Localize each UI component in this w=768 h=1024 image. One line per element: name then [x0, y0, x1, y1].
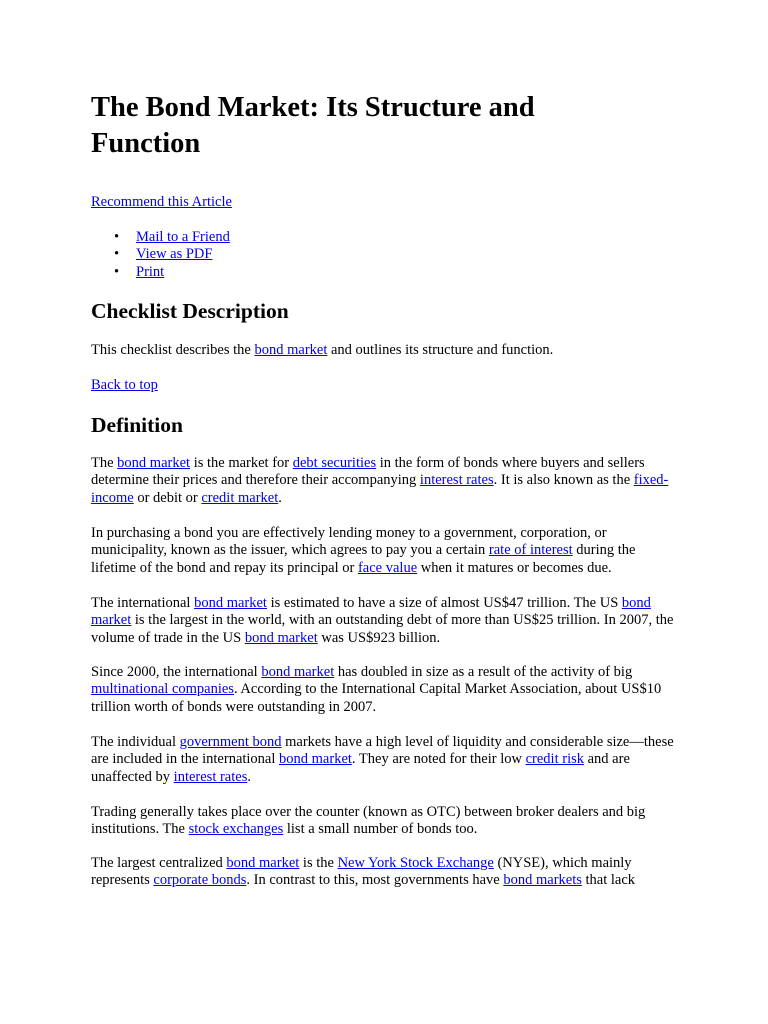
bullet-icon: • — [114, 263, 120, 280]
government-bond-link[interactable]: government bond — [179, 734, 282, 750]
text-run: is the largest in the world, with an outstanding debt of more than US$25 trillion. In 2007, the volume of trade in the US — [91, 612, 674, 646]
text-run: . It is also known as the — [493, 472, 634, 489]
face-value-link[interactable]: face value — [357, 559, 418, 576]
definition-paragraph-7 — [91, 855, 681, 890]
text-run: This checklist describes the — [91, 342, 255, 358]
text-run: . They are noted for their low — [351, 751, 526, 768]
share-links-list — [91, 229, 230, 281]
bond-market-link[interactable]: bond market — [117, 455, 191, 471]
view-as-pdf-link[interactable]: View as PDF — [136, 246, 213, 263]
page-title: The Bond Market: Its Structure and Function — [91, 92, 535, 159]
bond-markets-link[interactable]: bond markets — [503, 872, 582, 889]
text-run: The individual — [91, 734, 180, 750]
definition-heading: Definition — [91, 413, 183, 437]
bond-market-link[interactable]: bond market — [279, 751, 352, 768]
text-run: markets have a high level of liquidity and considerable size—these are included in the international — [91, 734, 674, 768]
definition-paragraph-5 — [91, 734, 681, 786]
text-run: . — [278, 489, 282, 506]
bullet-icon: • — [114, 246, 120, 263]
definition-paragraph-2 — [91, 525, 681, 577]
text-run: . — [247, 768, 251, 785]
definition-paragraph-6 — [91, 804, 681, 839]
recommend-line — [91, 194, 681, 211]
text-run: In purchasing a bond you are effectively lending money to a government, corporation, or municipality, known as the issuer, which agrees to pay you a certain — [91, 525, 607, 559]
text-run: Since 2000, the international — [91, 664, 262, 680]
text-run: The largest centralized — [91, 855, 227, 871]
text-run: The — [91, 455, 118, 471]
text-run: in the form of bonds where buyers and sellers determine their prices and therefore their accompanying — [91, 455, 645, 489]
nyse-link[interactable]: New York Stock Exchange — [337, 855, 494, 871]
text-run: Trading generally takes place over the counter (known as OTC) between broker dealers and big institutions. The — [91, 804, 646, 838]
recommend-article-link[interactable]: Recommend this Article — [91, 194, 232, 210]
bond-market-link[interactable]: bond market — [226, 855, 300, 871]
text-run: is the market for — [190, 455, 293, 471]
text-run: The international — [91, 595, 195, 611]
list-item — [91, 229, 230, 246]
mail-to-friend-link[interactable]: Mail to a Friend — [136, 229, 230, 245]
text-run: and outlines its structure and function. — [327, 342, 554, 358]
text-run: . According to the International Capital Market Association, about US$10 trillion worth of bonds were outstanding in 2007. — [91, 681, 662, 715]
checklist-paragraph — [91, 342, 681, 359]
text-run: is the — [299, 855, 338, 871]
back-to-top-line — [91, 377, 681, 394]
bond-market-link[interactable]: bond market — [194, 595, 267, 611]
bond-market-link[interactable]: bond market — [244, 629, 318, 646]
list-item — [91, 246, 230, 263]
print-link[interactable]: Print — [136, 263, 165, 280]
bond-market-link[interactable]: bond market — [254, 342, 328, 358]
back-to-top-link[interactable]: Back to top — [91, 377, 158, 393]
text-run: during the lifetime of the bond and repay its principal or — [91, 542, 636, 576]
multinational-companies-link[interactable]: multinational companies — [91, 681, 234, 698]
bond-market-link[interactable]: bond market — [91, 595, 651, 629]
text-run: has doubled in size as a result of the activity of big — [334, 664, 633, 680]
text-run: . In contrast to this, most governments have — [246, 872, 504, 889]
interest-rates-link[interactable]: interest rates — [173, 768, 248, 785]
checklist-heading: Checklist Description — [91, 299, 289, 323]
debt-securities-link[interactable]: debt securities — [292, 455, 377, 471]
text-run: that lack — [581, 872, 636, 889]
definition-paragraph-3 — [91, 595, 681, 647]
text-run: (NYSE), which mainly represents — [91, 855, 632, 889]
fixed-income-link[interactable]: fixed-income — [91, 472, 669, 506]
bullet-icon: • — [114, 229, 120, 245]
credit-market-link[interactable]: credit market — [201, 489, 279, 506]
text-run: when it matures or becomes due. — [417, 559, 612, 576]
list-item — [91, 264, 230, 281]
rate-of-interest-link[interactable]: rate of interest — [488, 542, 573, 559]
corporate-bonds-link[interactable]: corporate bonds — [153, 872, 247, 889]
interest-rates-link[interactable]: interest rates — [419, 472, 494, 489]
text-run: is estimated to have a size of almost US$47 trillion. The US — [266, 595, 622, 611]
definition-paragraph-1 — [91, 455, 681, 507]
text-run: or debit or — [133, 489, 202, 506]
text-run: was US$923 billion. — [317, 629, 441, 646]
text-run: and are unaffected by — [91, 751, 630, 785]
bond-market-link[interactable]: bond market — [261, 664, 335, 680]
definition-paragraph-4 — [91, 664, 681, 716]
text-run: list a small number of bonds too. — [283, 821, 478, 838]
credit-risk-link[interactable]: credit risk — [525, 751, 584, 768]
stock-exchanges-link[interactable]: stock exchanges — [188, 821, 284, 838]
